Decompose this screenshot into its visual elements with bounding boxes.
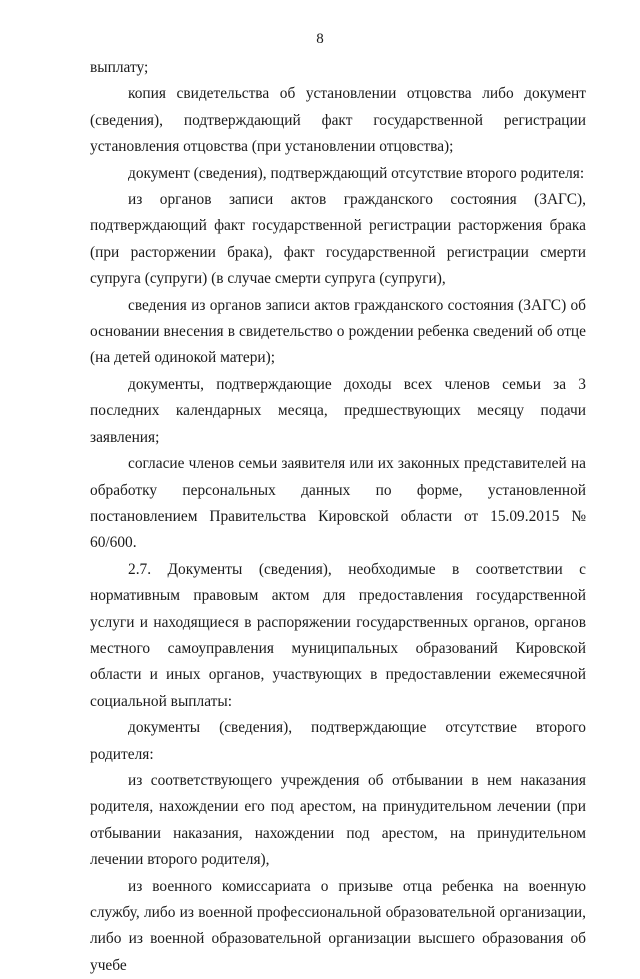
- page-number: 8: [316, 31, 324, 47]
- paragraph-4: из органов записи актов гражданского состояния (ЗАГС), подтверждающий факт государственной регистрации расторжения брака (при расторжении брака), факт государственной регистрации смерти супруга (супруги) (в случае смерти супруга (супруги),: [90, 191, 586, 288]
- paragraph-1: выплату;: [90, 59, 149, 76]
- paragraph-7: согласие членов семьи заявителя или их законных представителей на обработку персональных данных по форме, установленной постановлением Правительства Кировской области от 15.09.2015 № 60/600.: [90, 455, 586, 552]
- paragraph-10: из соответствующего учреждения об отбывании в нем наказания родителя, нахождении его под арестом, на принудительном лечении (при отбывании наказания, нахождении под арестом, на принудительном лечении второго родителя),: [90, 771, 586, 869]
- paragraph-11: из военного комиссариата о призыве отца ребенка на военную службу, либо из военной профессиональной образовательной организации, либо из военной образовательной организации высшего образования об учебе: [90, 877, 586, 974]
- paragraph-8: 2.7. Документы (сведения), необходимые в соответствии с нормативным правовым актом для предоставления государственной услуги и находящиеся в распоряжении государственных органов, органов местного самоуправления муниципальных образований Кировской области и иных органов, участвующих в предоставлении ежемесячной социальной выплаты:: [90, 560, 586, 710]
- paragraph-6: документы, подтверждающие доходы всех членов семьи за 3 последних календарных месяца, предшествующих месяцу подачи заявления;: [90, 375, 586, 446]
- paragraph-3: документ (сведения), подтверждающий отсутствие второго родителя:: [128, 164, 585, 182]
- document-body: [90, 55, 586, 979]
- paragraph-2: копия свидетельства об установлении отцовства либо документ (сведения), подтверждающий факт государственной регистрации установления отцовства (при установлении отцовства);: [90, 85, 586, 156]
- paragraph-9: документы (сведения), подтверждающие отсутствие второго родителя:: [90, 719, 586, 763]
- paragraph-5: сведения из органов записи актов гражданского состояния (ЗАГС) об основании внесения в свидетельство о рождении ребенка сведений об отце (на детей одинокой матери);: [90, 296, 586, 367]
